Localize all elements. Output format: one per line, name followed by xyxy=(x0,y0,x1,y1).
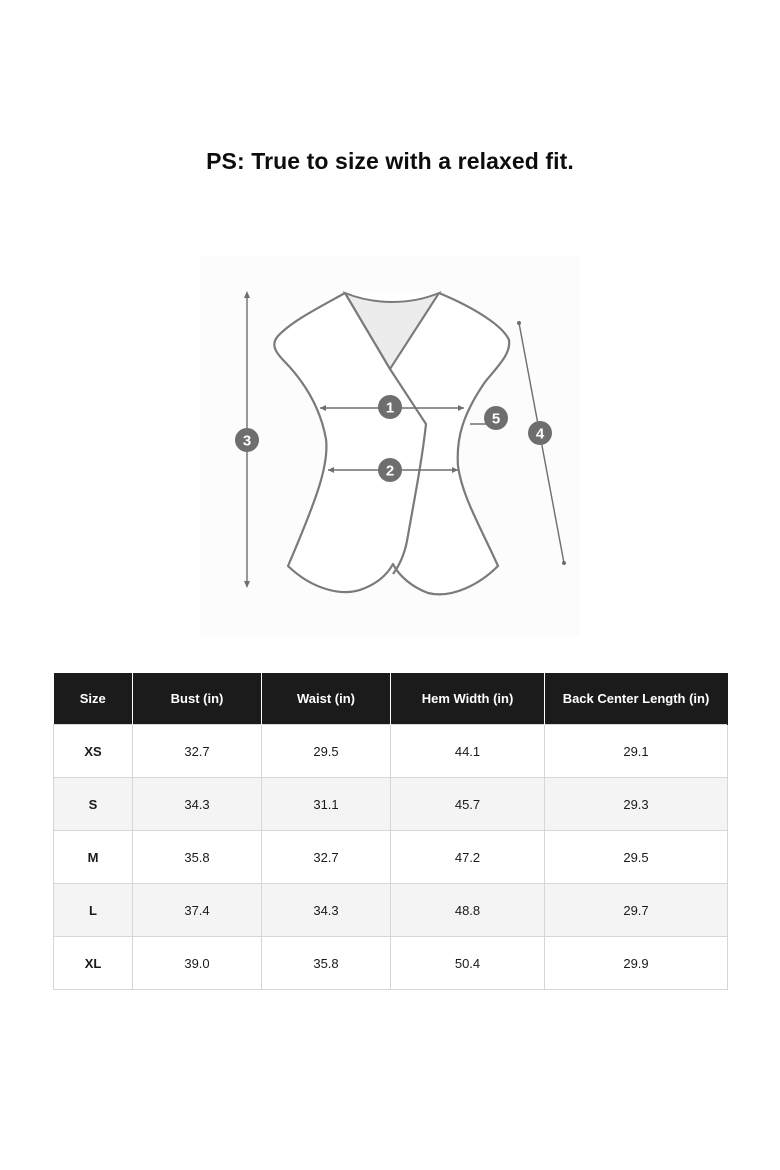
marker-4-badge xyxy=(528,421,552,445)
marker-5-badge xyxy=(484,406,508,430)
waist-cell: 34.3 xyxy=(262,884,391,937)
size-cell: L xyxy=(54,884,133,937)
marker-2-label: 2 xyxy=(385,462,395,480)
marker-4-label: 4 xyxy=(535,425,545,443)
column-header-size: Size xyxy=(54,673,133,725)
hem-width-cell: 50.4 xyxy=(391,937,545,990)
marker-2-badge xyxy=(378,458,402,482)
size-chart-table xyxy=(53,673,728,990)
back-center-length-cell: 29.1 xyxy=(545,725,728,778)
table-row xyxy=(54,831,728,884)
waist-cell: 29.5 xyxy=(262,725,391,778)
marker-1-label: 1 xyxy=(385,399,395,417)
size-cell: XL xyxy=(54,937,133,990)
hem-width-cell: 47.2 xyxy=(391,831,545,884)
marker-3-label: 3 xyxy=(242,432,252,450)
bust-cell: 39.0 xyxy=(133,937,262,990)
table-row xyxy=(54,725,728,778)
column-header-hem-width: Hem Width (in) xyxy=(391,673,545,725)
waist-cell: 35.8 xyxy=(262,937,391,990)
back-center-length-cell: 29.7 xyxy=(545,884,728,937)
marker-5-label: 5 xyxy=(491,410,501,428)
page-title: PS: True to size with a relaxed fit. xyxy=(206,148,574,174)
bust-cell: 35.8 xyxy=(133,831,262,884)
garment-measurement-diagram xyxy=(200,256,580,636)
back-center-length-cell: 29.9 xyxy=(545,937,728,990)
table-row xyxy=(54,778,728,831)
bust-cell: 32.7 xyxy=(133,725,262,778)
size-cell: M xyxy=(54,831,133,884)
marker-1-badge xyxy=(378,395,402,419)
column-header-back-center-length: Back Center Length (in) xyxy=(545,673,728,725)
hem-width-cell: 44.1 xyxy=(391,725,545,778)
waist-cell: 31.1 xyxy=(262,778,391,831)
back-center-length-cell: 29.3 xyxy=(545,778,728,831)
size-cell: XS xyxy=(54,725,133,778)
table-row xyxy=(54,937,728,990)
hem-width-cell: 45.7 xyxy=(391,778,545,831)
waist-cell: 32.7 xyxy=(262,831,391,884)
hem-width-cell: 48.8 xyxy=(391,884,545,937)
column-header-waist: Waist (in) xyxy=(262,673,391,725)
marker-3-badge xyxy=(235,428,259,452)
size-cell: S xyxy=(54,778,133,831)
back-center-length-cell: 29.5 xyxy=(545,831,728,884)
bust-cell: 34.3 xyxy=(133,778,262,831)
table-header-row xyxy=(54,673,728,725)
column-header-bust: Bust (in) xyxy=(133,673,262,725)
bust-cell: 37.4 xyxy=(133,884,262,937)
table-row xyxy=(54,884,728,937)
